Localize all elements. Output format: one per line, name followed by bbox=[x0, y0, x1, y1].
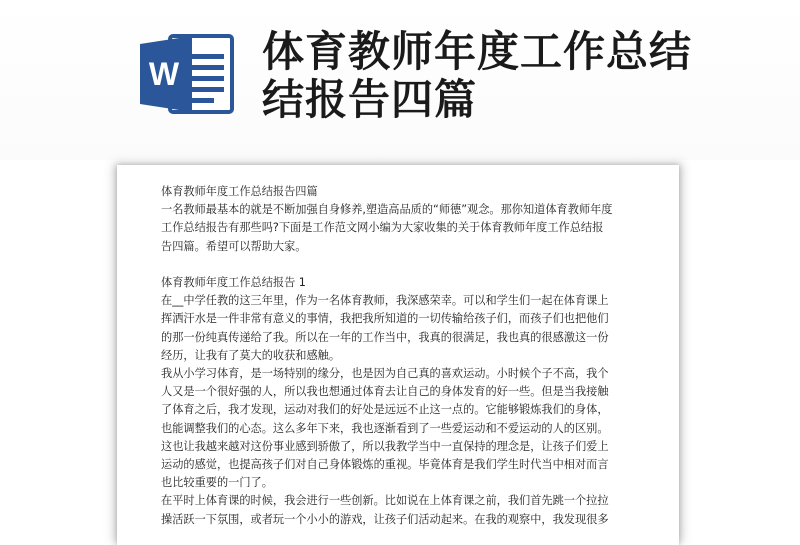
blank-line bbox=[161, 256, 645, 274]
text-line: 一名教师最基本的就是不断加强自身修养,塑造高品质的“师德”观念。那你知道体育教师年度 bbox=[161, 203, 613, 217]
title-line-1: 体育教师年度工作总结 bbox=[262, 27, 693, 76]
text-line: 的那一份纯真传递给了我。所以在一年的工作当中，我真的很满足，我也真的很感激这一份 bbox=[161, 330, 609, 344]
text-line: 人又是一个很好强的人，所以我也想通过体育去让自己的身体发育的好一些。但是当我接触 bbox=[161, 385, 609, 399]
text-line: 体育教师年度工作总结报告 1 bbox=[161, 276, 306, 289]
text-line: 也能调整我们的心态。这么多年下来，我也逐渐看到了一些爱运动和不爱运动的人的区别。 bbox=[161, 421, 609, 435]
text-line: 我从小学习体育，是一场特别的缘分，也是因为自己真的喜欢运动。小时候个子不高，我个 bbox=[161, 367, 609, 381]
text-line: 体育教师年度工作总结报告四篇 bbox=[161, 185, 318, 198]
document-page bbox=[117, 165, 679, 545]
page-body bbox=[161, 183, 645, 529]
word-document-icon bbox=[140, 32, 236, 116]
text-line: 挥洒汗水是一件非常有意义的事情，我把我所知道的一切传输给孩子们，而孩子们也把他们 bbox=[161, 312, 609, 326]
text-line: 运动的感觉，也提高孩子们对自己身体锻炼的重视。毕竟体育是我们学生时代当中相对而言 bbox=[161, 458, 609, 472]
text-line: 操活跃一下氛围，或者玩一个小小的游戏，让孩子们活动起来。在我的观察中，我发现很多 bbox=[161, 512, 609, 526]
text-line: 了体育之后，我才发现，运动对我们的好处是远远不止这一点的。它能够锻炼我们的身体， bbox=[161, 403, 609, 417]
title-line-2: 结报告四篇 bbox=[262, 75, 478, 124]
text-line: 也比较重要的一门了。 bbox=[161, 476, 273, 490]
text-line: 这也让我越来越对这份事业感到骄傲了，所以我教学当中一直保持的理念是，让孩子们爱上 bbox=[161, 439, 609, 453]
document-title bbox=[262, 28, 702, 124]
text-line: 在平时上体育课的时候，我会进行一些创新。比如说在上体育课之前，我们首先跳一个拉拉 bbox=[161, 494, 609, 508]
word-icon-letter: W bbox=[148, 56, 180, 92]
text-line: 告四篇。希望可以帮助大家。 bbox=[161, 239, 307, 253]
text-line: 在__中学任教的这三年里，作为一名体育教师，我深感荣幸。可以和学生们一起在体育课上 bbox=[161, 294, 609, 308]
text-line: 经历，让我有了莫大的收获和感触。 bbox=[161, 348, 341, 362]
text-line: 工作总结报告有那些吗?下面是工作范文网小编为大家收集的关于体育教师年度工作总结报 bbox=[161, 221, 604, 235]
